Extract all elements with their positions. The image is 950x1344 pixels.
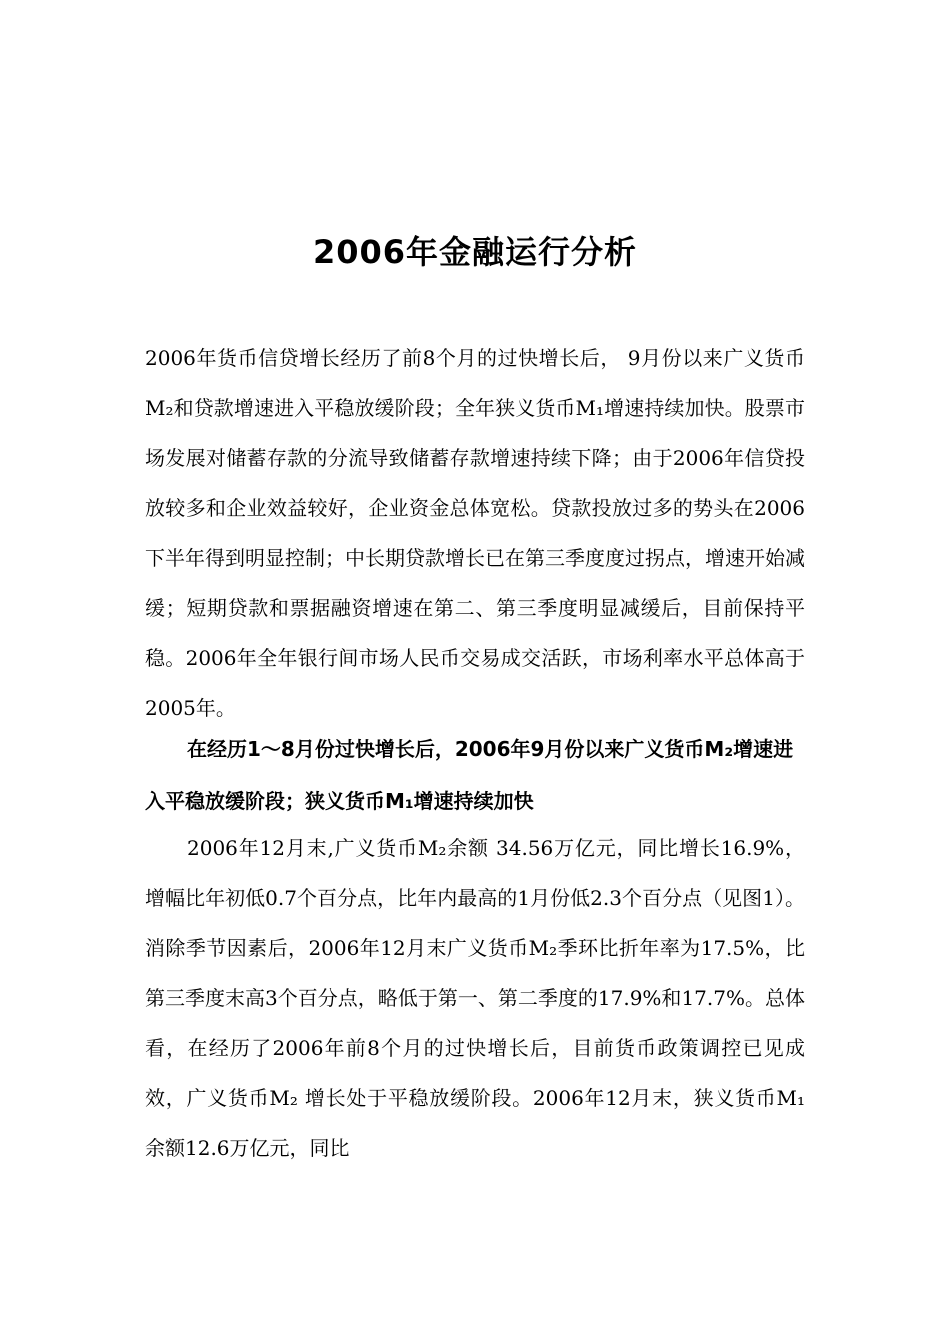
- summary-paragraph: 2006年货币信贷增长经历了前8个月的过快增长后， 9月份以来广义货币M₂和贷款增速进入平稳放缓阶段；全年狭义货币M₁增速持续加快。股票市场发展对储蓄存款的分流导致储蓄存款增速持续下降；由于2006年信贷投放较多和企业效益较好，企业资金总体宽松。贷款投放过多的势头在2006下半年得到明显控制；中长期贷款增长已在第三季度度过拐点，增速开始减缓；短期贷款和票据融资增速在第二、第三季度明显减缓后，目前保持平稳。2006年全年银行间市场人民币交易成交活跃，市场利率水平总体高于2005年。: [145, 346, 805, 720]
- section-heading: 在经历1～8月份过快增长后，2006年9月份以来广义货币M₂增速进入平稳放缓阶段；狭义货币M₁增速持续加快: [145, 737, 794, 813]
- document-title: 2006年金融运行分析: [312, 233, 638, 271]
- money-supply-paragraph: 2006年12月末,广义货币M₂余额 34.56万亿元，同比增长16.9%，增幅比年初低0.7个百分点，比年内最高的1月份低2.3个百分点（见图1）。消除季节因素后，2006年12月末广义货币M₂季环比折年率为17.5%，比第三季度末高3个百分点，略低于第一、第二季度的17.9%和17.7%。总体看，在经历了2006年前8个月的过快增长后，目前货币政策调控已见成效，广义货币M₂ 增长处于平稳放缓阶段。2006年12月末，狭义货币M₁ 余额12.6万亿元，同比: [145, 836, 805, 1160]
